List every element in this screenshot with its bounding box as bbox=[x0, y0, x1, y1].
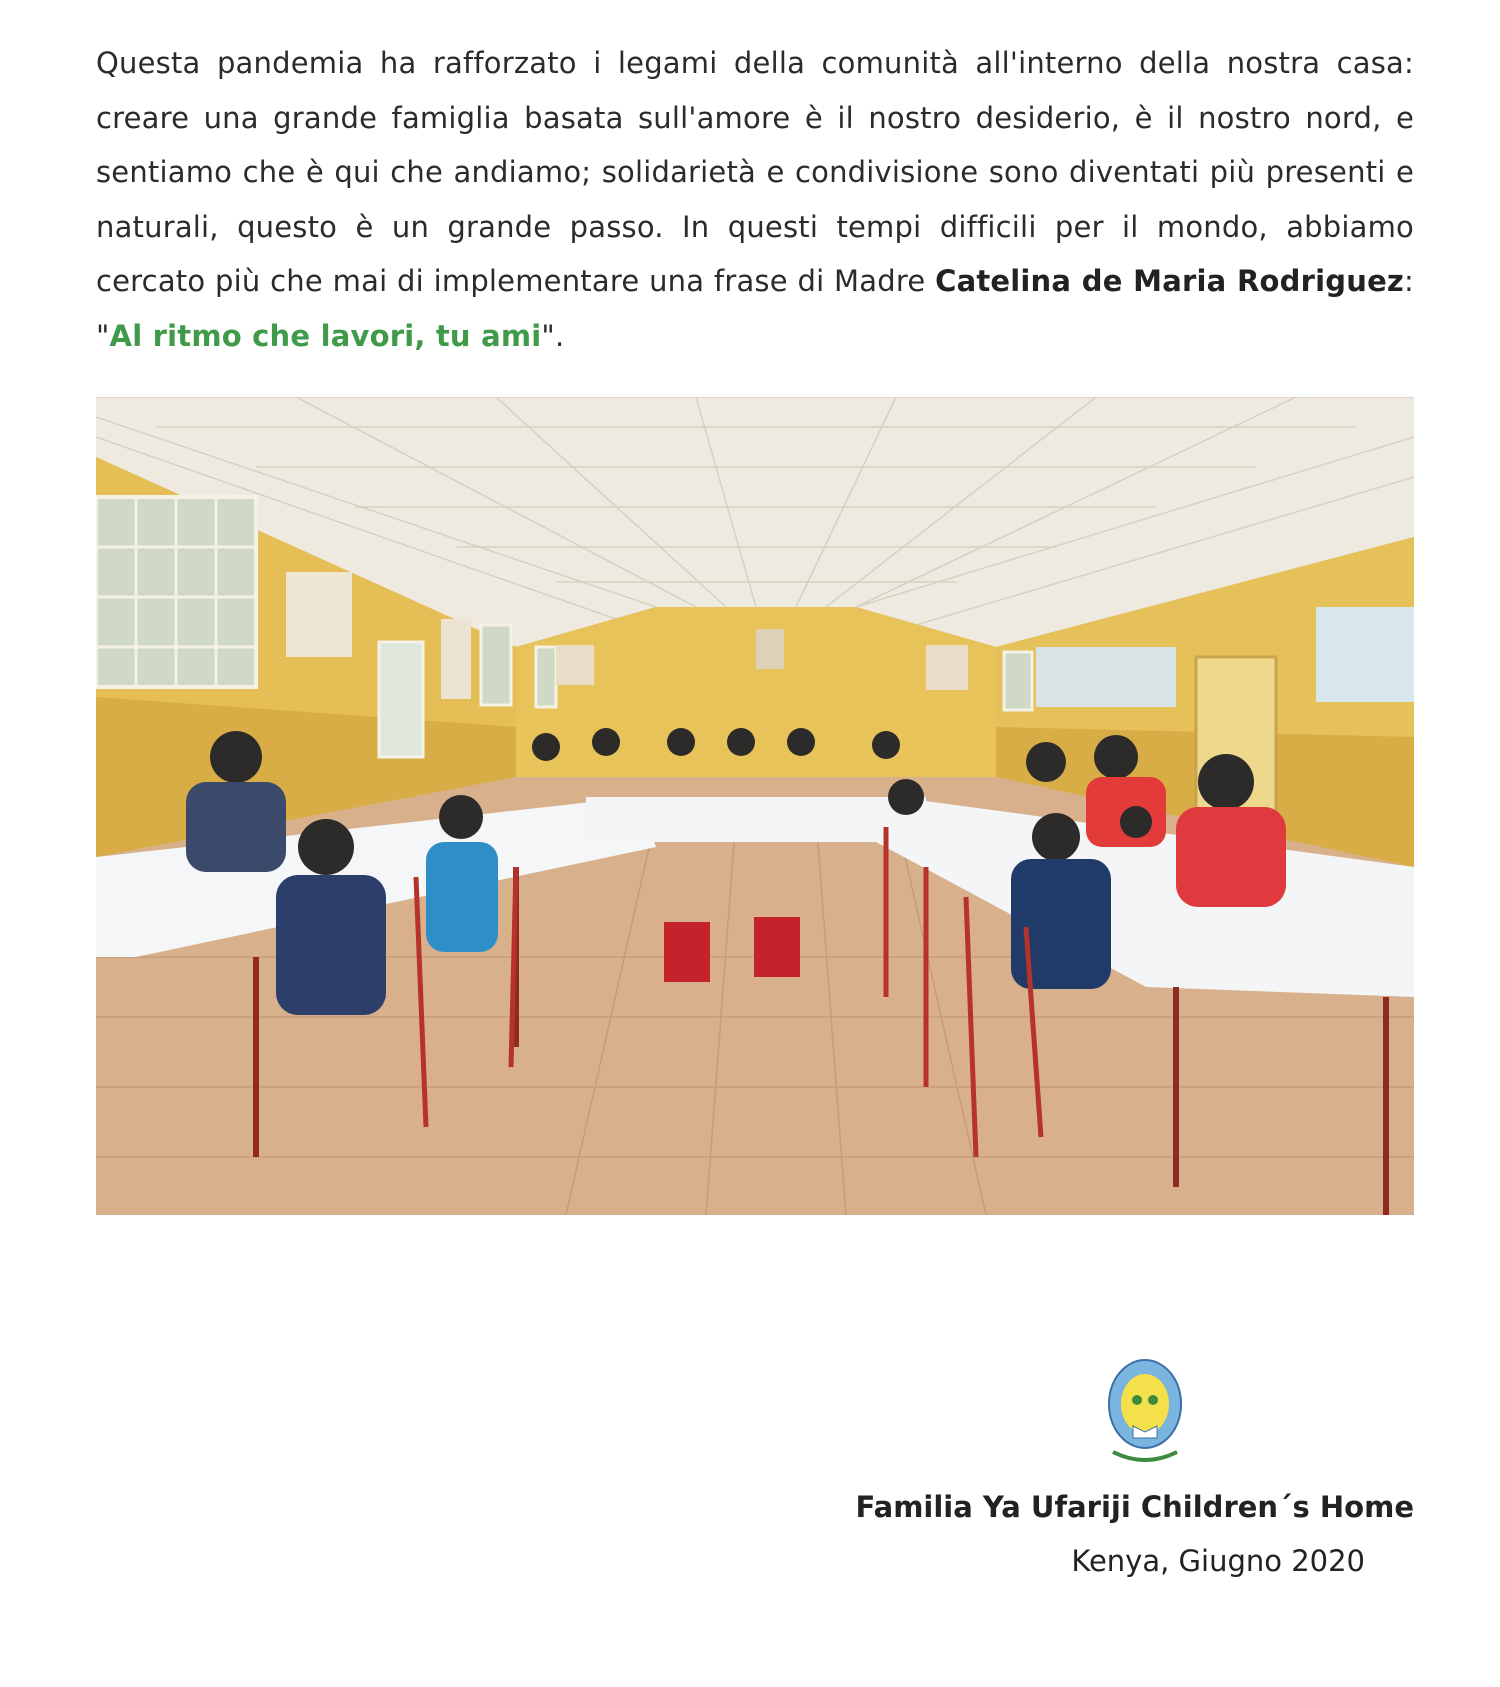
organization-name: Familia Ya Ufariji Children´s Home bbox=[855, 1490, 1414, 1524]
quote-close: ". bbox=[541, 318, 565, 353]
dining-hall-photo bbox=[96, 397, 1414, 1215]
intro-paragraph bbox=[96, 36, 1414, 363]
intro-text: Questa pandemia ha rafforzato i legami della comunità all'interno della nostra casa: creare una grande famiglia basata sull'amore è il nostro desiderio, è il nostro nord, e sentiamo che è qui che andiamo; solidarietà e condivisione sono diventati più presenti e naturali, questo è un grande passo. In questi tempi difficili per il mondo, abbiamo cercato più che mai di implementare una frase di Madre bbox=[96, 46, 1414, 298]
author-name: Catelina de Maria Rodriguez bbox=[935, 264, 1405, 298]
quote-open: : " bbox=[96, 264, 1414, 353]
quote-text: Al ritmo che lavori, tu ami bbox=[109, 318, 542, 353]
dining-hall-illustration bbox=[96, 397, 1414, 1215]
organization-logo bbox=[1103, 1356, 1187, 1470]
place-and-date: Kenya, Giugno 2020 bbox=[1071, 1544, 1365, 1578]
